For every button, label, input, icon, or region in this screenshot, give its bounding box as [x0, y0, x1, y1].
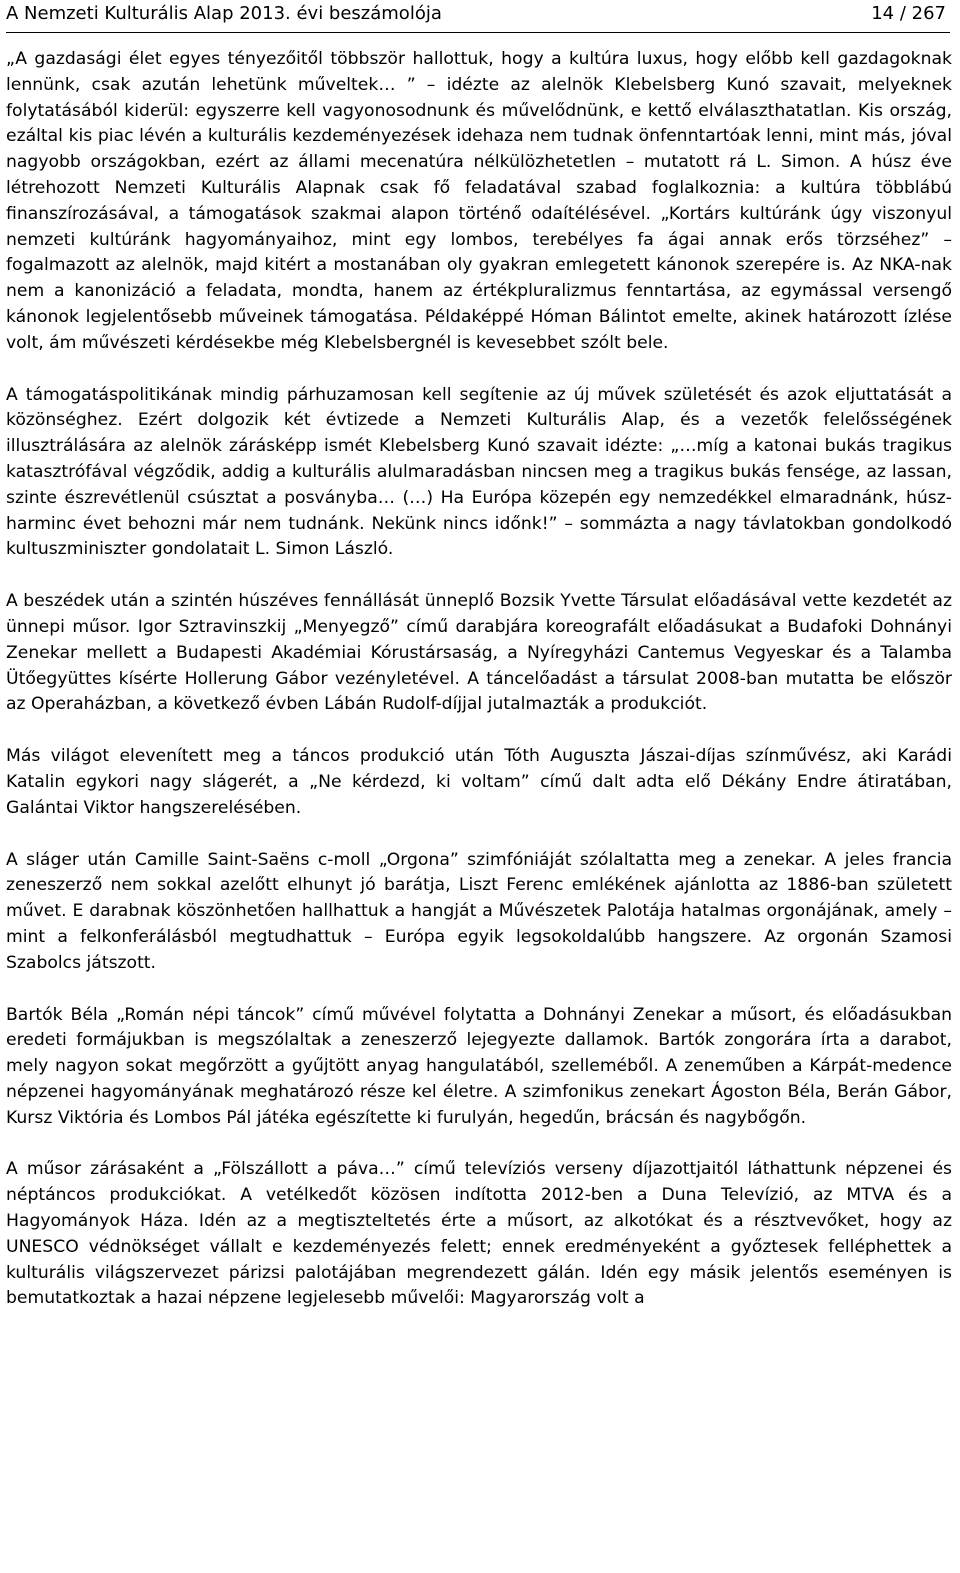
document-body [6, 47, 952, 1338]
paragraph-5: A sláger után Camille Saint-Saëns c-moll „Orgona” szimfóniáját szólaltatta meg a zenekar. A jeles francia zeneszerző nem sokkal azelőtt elhunyt jó barátja, Liszt Ferenc emlékének ajánlotta az 1886-ban született művet. E darabnak köszönhetően hallhattuk a hangját a Művészetek Palotája hatalmas orgonájának, amely – mint a felkonferálásból megtudhattuk – Európa egyik legsokoldalúbb hangszere. Az orgonán Szamosi Szabolcs játszott. [6, 849, 952, 973]
paragraph-4: Más világot elevenített meg a táncos produkció után Tóth Auguszta Jászai-díjas színművész, aki Karádi Katalin egykori nagy slágerét, a „Ne kérdezd, ki voltam” című dalt adta elő Dékány Endre átiratában, Galántai Viktor hangszerelésében. [6, 746, 952, 818]
paragraph-7: A műsor zárásaként a „Fölszállott a páva…” című televíziós verseny díjazottjaitól láthattunk népzenei és néptáncos produkciókat. A vetélkedőt közösen indította 2012-ben a Duna Televízió, az MTVA és a Hagyományok Háza. Idén az a megtiszteltetés érte a műsort, az alkotókat és a résztvevőket, hogy az UNESCO védnökséget vállalt e kezdeményezés felett; ennek eredményeként a győztesek felléphettek a kulturális világszervezet párizsi palotájában megrendezett gálán. Idén egy másik jelentős eseményen is bemutatkoztak a hazai népzene legjelesebb művelői: Magyarország volt a [6, 1159, 952, 1309]
document-title: A Nemzeti Kulturális Alap 2013. évi beszámolója [6, 3, 442, 24]
page-header [6, 2, 946, 26]
page-number: 14 / 267 [871, 3, 946, 24]
paragraph-1: „A gazdasági élet egyes tényezőitől többször hallottuk, hogy a kultúra luxus, hogy előbb kell gazdagoknak lennünk, csak azután lehetünk műveltek… ” – idézte az alelnök Klebelsberg Kunó szavait, melyeknek folytatásából kiderül: egyszerre kell vagyonosodnunk és művelődnünk, e kettő elválaszthatatlan. Kis ország, ezáltal kis piac lévén a kulturális kezdeményezések idehaza nem tudnak önfenntartóak lenni, mint más, jóval nagyobb országokban, ezért az állami mecenatúra nélkülözhetetlen – mutatott rá L. Simon. A húsz éve létrehozott Nemzeti Kulturális Alapnak csak fő feladatával szabad foglalkoznia: a kultúra többlábú finanszírozásával, a támogatások szakmai alapon történő odaítélésével. „Kortárs kultúránk úgy viszonyul nemzeti kultúránk hagyományaihoz, mint egy lombos, terebélyes fa ágai annak erős törzséhez” – fogalmazott az alelnök, majd kitért a mostanában oly gyakran emlegetett kánonok szerepére is. Az NKA-nak nem a kanonizáció a feladata, mondta, hanem az értékpluralizmus fenntartása, az egymással versengő kánonok legjelentősebb műveinek támogatása. Példaképpé Hóman Bálintot emelte, akinek határozott ízlése volt, ám művészeti kérdésekbe még Klebelsbergnél is kevesebbet szólt bele. [6, 49, 952, 353]
paragraph-3: A beszédek után a szintén húszéves fennállását ünneplő Bozsik Yvette Társulat előadásával vette kezdetét az ünnepi műsor. Igor Sztravinszkij „Menyegző” című darabjára koreografált előadásukat a Budafoki Dohnányi Zenekar mellett a Budapesti Akadémiai Kórustársaság, a Nyíregyházi Cantemus Vegyeskar és a Talamba Ütőegyüttes kísérte Hollerung Gábor vezényletével. A táncelőadást a társulat 2008-ban mutatta be először az Operaházban, a következő évben Lábán Rudolf-díjjal jutalmazták a produkciót. [6, 591, 952, 715]
header-divider [6, 32, 950, 33]
paragraph-2: A támogatáspolitikának mindig párhuzamosan kell segítenie az új művek születését és azok eljuttatását a közönséghez. Ezért dolgozik két évtizede a Nemzeti Kulturális Alap, és a vezetők felelősségének illusztrálására az alelnök zárásképp ismét Klebelsberg Kunó szavait idézte: „…míg a katonai bukás tragikus katasztrófával végződik, addig a kulturális alulmaradásban nincsen meg a tragikus bukás fensége, az lassan, szinte észrevétlenül csúsztat a posványba… (…) Ha Európa közepén egy nemzedékkel elmaradnánk, húsz-harminc évet behozni már nem tudnánk. Nekünk nincs időnk!” – sommázta a nagy távlatokban gondolkodó kultuszminiszter gondolatait L. Simon László. [6, 384, 952, 560]
paragraph-6: Bartók Béla „Román népi táncok” című művével folytatta a Dohnányi Zenekar a műsort, és előadásukban eredeti formájukban is megszólaltak a zeneszerző lejegyezte dallamok. Bartók zongorára írta a darabot, mely nagyon sokat megőrzött a gyűjtött anyag hangulatából, szelleméből. A zeneműben a Kárpát-medence népzenei hagyományának meghatározó része kel életre. A szimfonikus zenekart Ágoston Béla, Berán Gábor, Kursz Viktória és Lombos Pál játéka egészítette ki furulyán, hegedűn, brácsán és nagybőgőn. [6, 1004, 952, 1128]
